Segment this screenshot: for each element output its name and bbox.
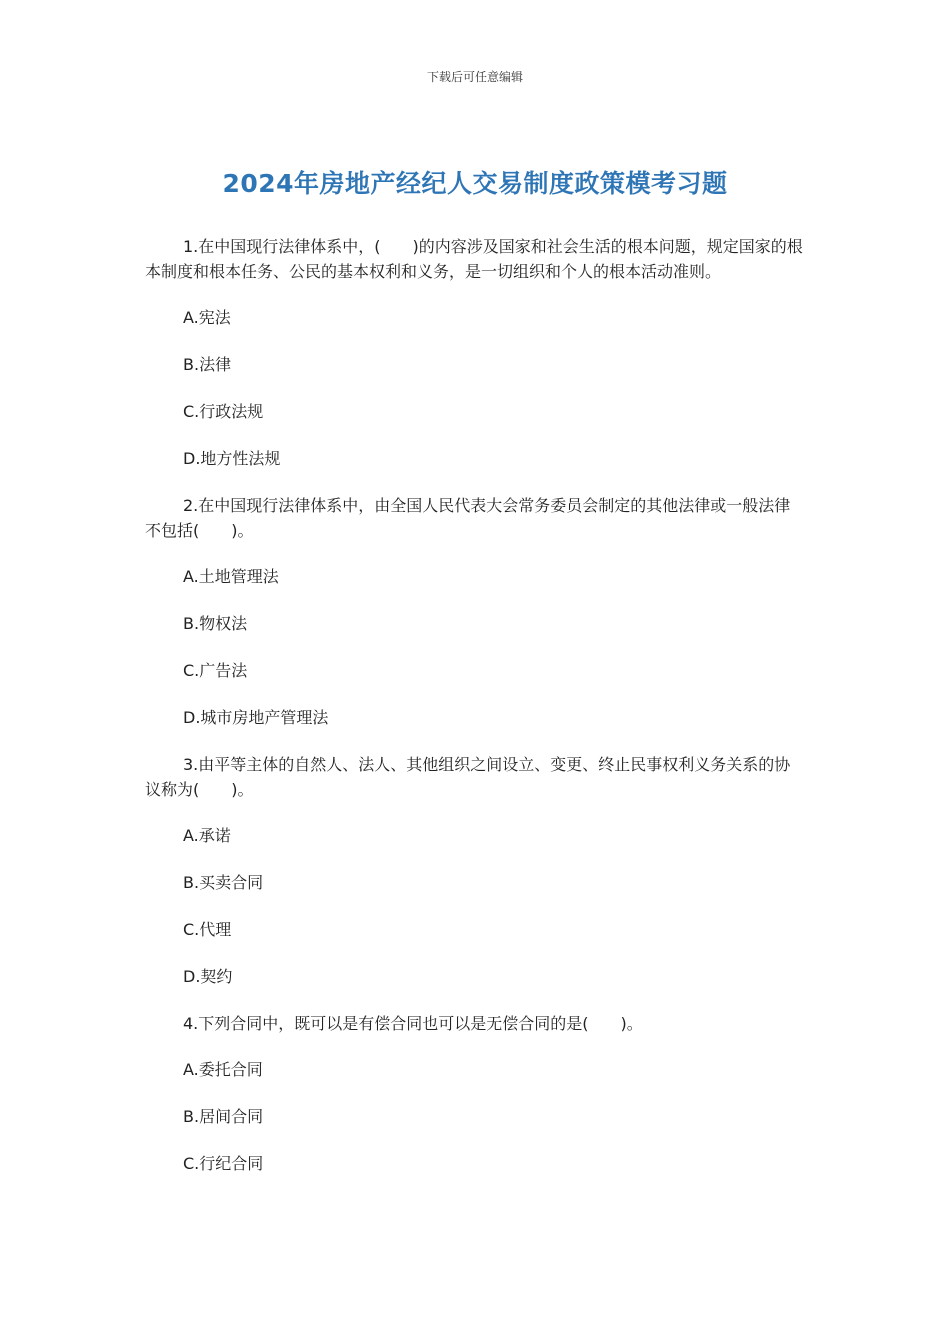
question-text: 4.下列合同中，既可以是有偿合同也可以是无偿合同的是( )。 bbox=[183, 1014, 643, 1033]
option-b: B.法律 bbox=[183, 355, 232, 374]
option-a: A.承诺 bbox=[183, 826, 231, 845]
question-1 bbox=[145, 234, 805, 284]
option-b: B.居间合同 bbox=[183, 1107, 264, 1126]
document-title: 2024年房地产经纪人交易制度政策模考习题 bbox=[222, 169, 728, 198]
option-d: D.契约 bbox=[183, 967, 233, 986]
question-list bbox=[145, 234, 805, 1198]
option-d: D.地方性法规 bbox=[183, 449, 281, 468]
option-b: B.物权法 bbox=[183, 614, 248, 633]
question-4 bbox=[145, 1011, 805, 1036]
option-a: A.土地管理法 bbox=[183, 567, 279, 586]
option-a: A.宪法 bbox=[183, 308, 231, 327]
option-a: A.委托合同 bbox=[183, 1060, 263, 1079]
option-d: D.城市房地产管理法 bbox=[183, 708, 329, 727]
question-2 bbox=[145, 493, 805, 543]
option-c: C.代理 bbox=[183, 920, 232, 939]
option-b: B.买卖合同 bbox=[183, 873, 264, 892]
question-text: 1.在中国现行法律体系中，( )的内容涉及国家和社会生活的根本问题，规定国家的根本制度和根本任务、公民的基本权利和义务，是一切组织和个人的根本活动准则。 bbox=[145, 237, 803, 281]
question-3 bbox=[145, 752, 805, 802]
option-c: C.广告法 bbox=[183, 661, 248, 680]
question-text: 3.由平等主体的自然人、法人、其他组织之间设立、变更、终止民事权利义务关系的协议称为( )。 bbox=[145, 755, 791, 799]
question-text: 2.在中国现行法律体系中，由全国人民代表大会常务委员会制定的其他法律或一般法律不包括( )。 bbox=[145, 496, 791, 540]
header-note: 下载后可任意编辑 bbox=[426, 70, 523, 84]
option-c: C.行政法规 bbox=[183, 402, 264, 421]
option-c: C.行纪合同 bbox=[183, 1154, 264, 1173]
